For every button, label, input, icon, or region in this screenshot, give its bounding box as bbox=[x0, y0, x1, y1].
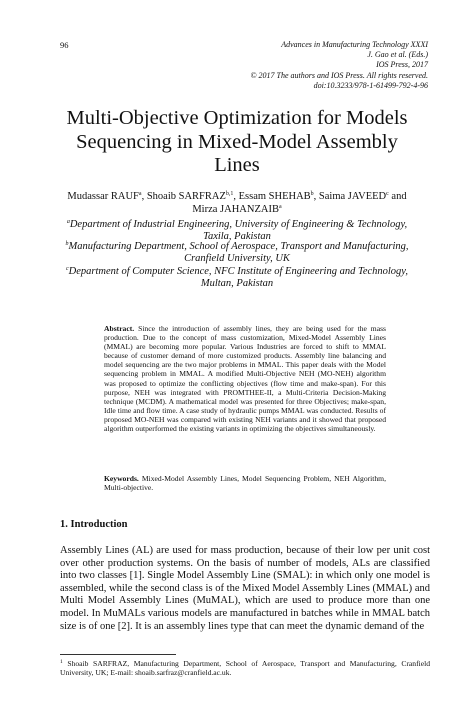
keywords bbox=[104, 474, 386, 492]
author-name: Mirza JAHANZAIB bbox=[192, 203, 279, 215]
affiliation-line: Taxila, Pakistan bbox=[203, 231, 271, 243]
keywords-label: Keywords. bbox=[104, 474, 139, 483]
affiliation-line: Cranfield University, UK bbox=[184, 253, 290, 265]
author-name: , Essam SHEHAB bbox=[233, 191, 311, 202]
affiliation-c bbox=[58, 266, 416, 290]
footnote-text: Shoaib SARFRAZ, Manufacturing Department, School of Aerospace, Transport and Manufacturing, Cranfield University, UK; E-mail: shoaib.sarfraz@cranfield.ac.uk. bbox=[60, 659, 430, 678]
author-affiliation-mark: a bbox=[278, 203, 282, 210]
affiliation-a bbox=[58, 219, 416, 243]
affiliation-line: Department of Industrial Engineering, University of Engineering & Technology, bbox=[69, 219, 408, 230]
author-conjunction: and bbox=[388, 191, 407, 202]
author-list bbox=[58, 191, 416, 216]
affiliation-line: Manufacturing Department, School of Aerospace, Transport and Manufacturing, bbox=[68, 241, 409, 252]
author-name: , Saima JAVEED bbox=[313, 191, 387, 202]
page-number: 96 bbox=[60, 40, 69, 50]
keywords-text: Mixed-Model Assembly Lines, Model Sequencing Problem, NEH Algorithm, Multi-objective. bbox=[104, 474, 386, 493]
affiliation-mark: c bbox=[65, 266, 69, 272]
abstract-text: Since the introduction of assembly lines, they are being used for the mass production. Due to the concept of mass customization, Mixed-Model Assembly Lines (MMAL) are becoming more popular. Various Industries are forced to shift to MMAL because of customer demand of more customized products. Assembly line balancing and model sequencing are the two major problems in MMAL. This paper deals with the Model sequencing problem in MMAL. A modified Multi-Objective NEH (MO-NEH) algorithm was proposed to optimize the conflicting objectives (flow time and make-span). For this purpose, NEH was integrated with PROMTHEE-II, a Multi-Criteria Decision-Making technique (MCDM). A mathematical model was presented for three Objectives; make-span, Idle time and flow time. A case study of hydraulic pumps MMAL was conducted. Results of proposed MO-NEH was compared with existing NEH variants and it showed that proposed algorithm outperformed the existing variants in optimizing the objectives simultaneously. bbox=[104, 324, 386, 434]
footnote-mark: 1 bbox=[60, 659, 63, 665]
footnote bbox=[60, 659, 430, 678]
affiliation-mark: b bbox=[65, 241, 69, 247]
paper-title bbox=[40, 107, 434, 178]
author-affiliation-mark: c bbox=[386, 191, 389, 197]
abstract bbox=[104, 324, 386, 433]
affiliation-line: Multan, Pakistan bbox=[200, 278, 274, 290]
abstract-label: Abstract. bbox=[104, 324, 135, 333]
header-editors: J. Gao et al. (Eds.) bbox=[367, 50, 428, 60]
header-series: Advances in Manufacturing Technology XXXI bbox=[281, 40, 428, 49]
header-publisher: IOS Press, 2017 bbox=[376, 60, 428, 70]
affiliation-b bbox=[58, 241, 416, 265]
title-line-1: Multi-Objective Optimization for Models bbox=[66, 107, 408, 129]
body-paragraph: Assembly Lines (AL) are used for mass production, because of their low per unit cost over other production systems. On the basis of number of models, ALs are classified into two classes [1]. Single Model Assembly Line (SMAL): in which only one model is assembled, while the second class is of the Mixed Model Assembly Lines (MMAL) and Multi Model Assembly Lines (MuMAL), which are used to produce more than one model. In MuMALs various models are manufactured in batches while in MMAL batch size is of one [2]. It is an assembly lines type that can meet the dynamic demand of the bbox=[60, 545, 430, 632]
title-line-2: Sequencing in Mixed-Model Assembly bbox=[76, 130, 398, 153]
header-copyright: © 2017 The authors and IOS Press. All rights reserved. bbox=[250, 70, 428, 80]
header-doi: doi:10.3233/978-1-61499-792-4-96 bbox=[313, 80, 428, 90]
author-name: Mudassar RAUF bbox=[67, 191, 139, 202]
author-affiliation-mark: b,1 bbox=[225, 191, 234, 197]
affiliation-line: Department of Computer Science, NFC Institute of Engineering and Technology, bbox=[68, 266, 409, 277]
author-affiliation-mark: a bbox=[138, 191, 142, 197]
title-line-3: Lines bbox=[214, 154, 260, 176]
affiliation-mark: a bbox=[66, 219, 70, 225]
footnote-divider bbox=[60, 654, 176, 655]
journal-header bbox=[198, 40, 428, 91]
section-heading: 1. Introduction bbox=[60, 519, 128, 530]
author-name: , Shoaib SARFRAZ bbox=[141, 191, 226, 202]
author-affiliation-mark: b bbox=[310, 191, 314, 197]
